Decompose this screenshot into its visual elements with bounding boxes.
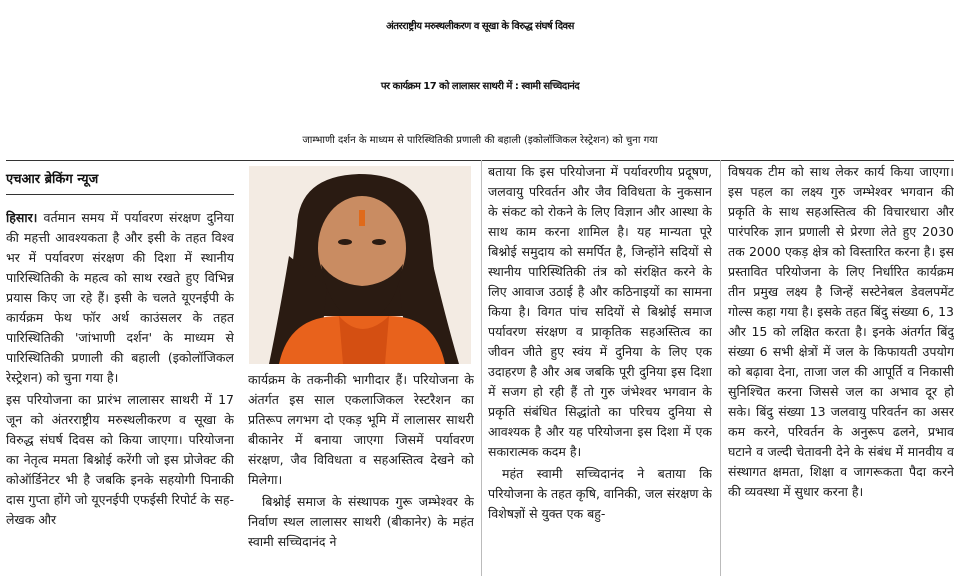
top-rule (6, 160, 954, 161)
dateline: हिसार। (6, 210, 38, 225)
byline-rule (6, 194, 234, 195)
column-2-paragraph-1: कार्यक्रम के तकनीकी भागीदार हैं। परियोजना के अंतर्गत इस साल एकलाजिकल रेस्टरैशन का प्रतिरूप लगभग दो एकड़ भूमि में लालासर साथरी बीकानेर में बनाया जाएगा जिसमें पर्यावरण संरक्षण, जैव विविधता व सहअस्तित्व देखने को मिलेगा। (248, 372, 474, 487)
article-column-4 (728, 162, 954, 576)
headline-line-2: पर कार्यक्रम 17 को लालासर साथरी में : स्वामी सच्चिदानंद (380, 81, 580, 92)
column-3-paragraph-1: बताया कि इस परियोजना में पर्यावरणीय प्रदूषण, जलवायु परिवर्तन और जैव विविधता के नुकसान के संकट को रोकने के लिए विज्ञान और आस्था के साथ काम करना शामिल है। यह मान्यता पूरे बिश्नोई समुदाय को समर्पित है, जिन्होंने सदियों से स्थानीय पारिस्थितिकी तंत्र को संरक्षित करने के लिए आवाज उठाई है और कठिनाइयों का सामना किया है। विगत पांच सदियों से बिश्नोई समाज पर्यावरण संरक्षण व प्राकृतिक सहअस्तित्व का जीवन जीते हुए स्वंय में दुनिया के लिए एक उदाहरण है और अब जबकि पूरी दुनिया इस दिशा में सजग हो रही हैं तो गुरु जंभेश्वर भगवान के प्रकृति संबंधित सिद्धांतो का परिचय दुनिया से आवश्यक है और यह परियोजना इस दिशा में एक सकारात्मक कदम है। (488, 164, 712, 459)
column-divider (481, 160, 482, 576)
subheadline: जाम्भाणी दर्शन के माध्यम से पारिस्थितिकी प्रणाली की बहाली (इकोलॉजिकल रेस्ट्रेशन) को चुना गया (302, 135, 658, 146)
column-1-paragraph-2: इस परियोजना का प्रारंभ लालासर साथरी में 17 जून को अंतरराष्ट्रीय मरुस्थलीकरण व सूखा के विरुद्ध संघर्ष दिवस को किया जाएगा। परियोजना का नेतृत्व ममता बिश्नोई करेंगी जो इस प्रोजेक्ट की कोऑर्डिनेटर भी है जबकि इनके सहयोगी पिनाकी दास गुप्ता होंगे जो यूएनईपी एफईसी रिपोर्ट के सह-लेखक और (6, 392, 234, 527)
headline-line-1: अंतरराष्ट्रीय मरुस्थलीकरण व सूखा के विरुद्ध संघर्ष दिवस (386, 21, 574, 32)
column-4-paragraph-1: विषयक टीम को साथ लेकर कार्य किया जाएगा। इस पहल का लक्ष्य गुरु जम्भेश्वर भगवान की प्रकृति के साथ सहअस्तित्व की विचारधारा और पारंपरिक ज्ञान प्रणाली से प्रेरणा लेते हुए 2030 तक 2000 एकड़ क्षेत्र को विस्तारित करना है। इस प्रस्तावित परियोजना के लिए निर्धारित कार्यक्रम तीन प्रमुख लक्ष्य है जिन्हें सस्टेनेबल डेवलपमेंट गोल्स कहा गया है। इसके तहत बिंदु संख्या 6, 13 और 15 को लक्षित करता है। इनके अंतर्गत बिंदु संख्या 6 सभी क्षेत्रों में जल के किफायती उपयोग को बढ़ावा देना, ताजा जल की आपूर्ति व निकासी सुनिश्चित करना जिससे जल का अभाव दूर हो सके। बिंदु संख्या 13 जलवायु परिवर्तन का असर कम करने, परिवर्तन के अनुरूप ढलने, प्रभाव घटाने व जल्दी चेतावनी देने के संबंध में मानवीय व संस्थागत क्षमता, शिक्षा व जागरूकता पैदा करने की व्यवस्था में सुधार करना है। (728, 164, 954, 499)
article-column-2 (248, 370, 474, 576)
byline: एचआर ब्रेकिंग न्यूज (6, 172, 99, 187)
column-1-paragraph-1: वर्तमान समय में पर्यावरण संरक्षण दुनिया की महत्ती आवश्यकता है और इसी के तहत विश्व भर में पर्यावरण संरक्षण की दिशा में स्थानीय पारिस्थितिकी के महत्व को साथ रखते हुए विभिन्न प्रयास किए जा रहे हैं। इसी के चलते यूएनईपी के कार्यक्रम फेथ फॉर अर्थ काउंसलर के तहत पारिस्थितिकी 'जांभाणी दर्शन' के माध्यम से पारिस्थितिकी प्रणाली की बहाली (इकोलॉजिकल रेस्ट्रेशन) को चुना गया है। (6, 210, 234, 385)
person-photo-icon (249, 166, 471, 364)
article-column-3 (488, 162, 712, 576)
article-column-1 (6, 208, 234, 576)
column-divider (720, 160, 721, 576)
column-2-paragraph-2: बिश्नोई समाज के संस्थापक गुरू जम्भेश्वर के निर्वाण स्थल लालासर साथरी (बीकानेर) के महंत स्वामी सच्चिदानंद ने (248, 494, 474, 549)
swami-photo (249, 166, 471, 364)
column-3-paragraph-2: महंत स्वामी सच्चिदानंद ने बताया कि परियोजना के तहत कृषि, वानिकी, जल संरक्षण के विशेषज्ञों से युक्त एक बहु- (488, 466, 712, 521)
